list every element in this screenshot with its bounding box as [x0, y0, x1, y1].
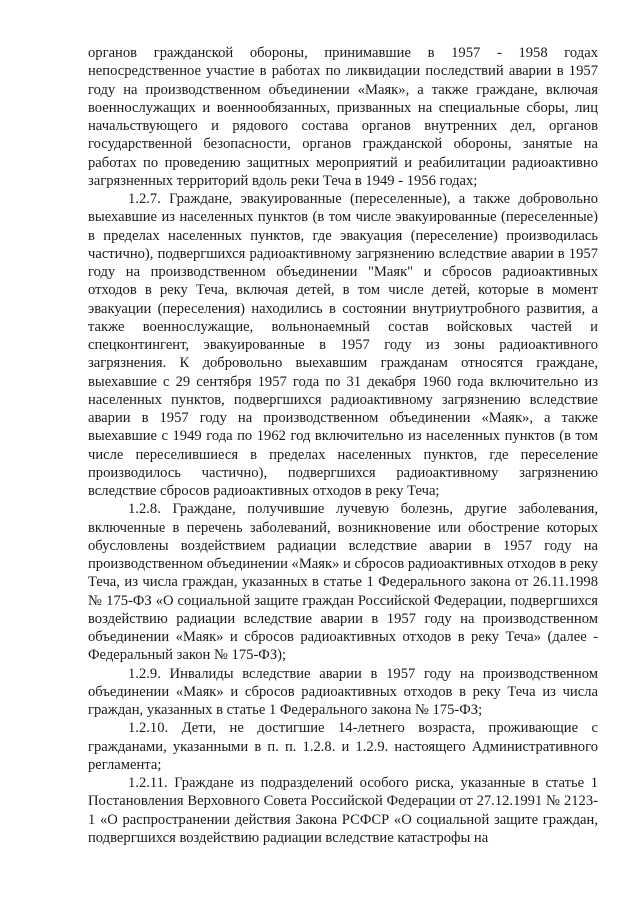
- paragraph-item-1-2-8: 1.2.8. Граждане, получившие лучевую болезнь, другие заболевания, включенные в перечень заболеваний, возникновение или обострение которых обусловлены воздействием радиации вследствие аварии в 1957 году на производственном объединении «Маяк» и сбросов радиоактивных отходов в реку Теча, из числа граждан, указанных в статье 1 Федерального закона от 26.11.1998 № 175-ФЗ «О социальной защите граждан Российской Федерации, подвергшихся воздействию радиации вследствие аварии в 1957 году на производственном объединении «Маяк» и сбросов радиоактивных отходов в реку Теча» (далее - Федеральный закон № 175-ФЗ);: [88, 501, 599, 664]
- paragraph-item-1-2-9: 1.2.9. Инвалиды вследствие аварии в 1957 году на производственном объединении «Маяк» и сбросов радиоактивных отходов в реку Теча из числа граждан, указанных в статье 1 Федерального закона № 175-ФЗ;: [88, 665, 598, 718]
- paragraph-item-1-2-10: 1.2.10. Дети, не достигшие 14-летнего возраста, проживающие с гражданами, указанными в п. п. 1.2.8. и 1.2.9. настоящего Административного регламента;: [88, 720, 598, 773]
- paragraph-item-1-2-7: 1.2.7. Граждане, эвакуированные (переселенные), а также добровольно выехавшие из населенных пунктов (в том числе эвакуированные (переселенные) в пределах населенных пунктов, где эвакуация (переселение) производилась частично), подвергшихся радиоактивному загрязнению вследствие аварии в 1957 году на производственном объединении "Маяк" и сбросов радиоактивных отходов в реку Теча, включая детей, в том числе детей, которые в момент эвакуации (переселения) находились в состоянии внутриутробного развития, а также военнослужащие, вольнонаемный состав войсковых частей и спецконтингент, эвакуированные в 1957 году из зоны радиоактивного загрязнения. К добровольно выехавшим гражданам относятся граждане, выехавшие с 29 сентября 1957 года по 31 декабря 1960 года включительно из населенных пунктов, подвергшихся радиоактивному загрязнению вследствие аварии в 1957 году на производственном объединении «Маяк», а также выехавшие с 1949 года по 1962 год включительно из населенных пунктов (в том числе переселившиеся в пределах населенных пунктов, где переселение производилось частично), подвергшихся радиоактивному загрязнению вследствие сбросов радиоактивных отходов в реку Теча;: [88, 191, 598, 499]
- paragraph-continuation: органов гражданской обороны, принимавшие в 1957 - 1958 годах непосредственное участие в работах по ликвидации последствий аварии в 1957 году на производственном объединении «Маяк», а также граждане, включая военнослужащих и военнообязанных, призванных на специальные сборы, лиц начальствующего и рядового состава органов внутренних дел, органов государственной безопасности, органов гражданской обороны, занятые на работах по проведению защитных мероприятий и реабилитации радиоактивно загрязненных территорий вдоль реки Теча в 1949 - 1956 годах;: [88, 45, 598, 189]
- paragraph-item-1-2-11: 1.2.11. Граждане из подразделений особого риска, указанные в статье 1 Постановления Верховного Совета Российской Федерации от 27.12.1991 № 2123-1 «О распространении действия Закона РСФСР «О социальной защите граждан, подвергшихся воздействию радиации вследствие катастрофы на: [88, 775, 598, 846]
- document-page: [88, 44, 598, 847]
